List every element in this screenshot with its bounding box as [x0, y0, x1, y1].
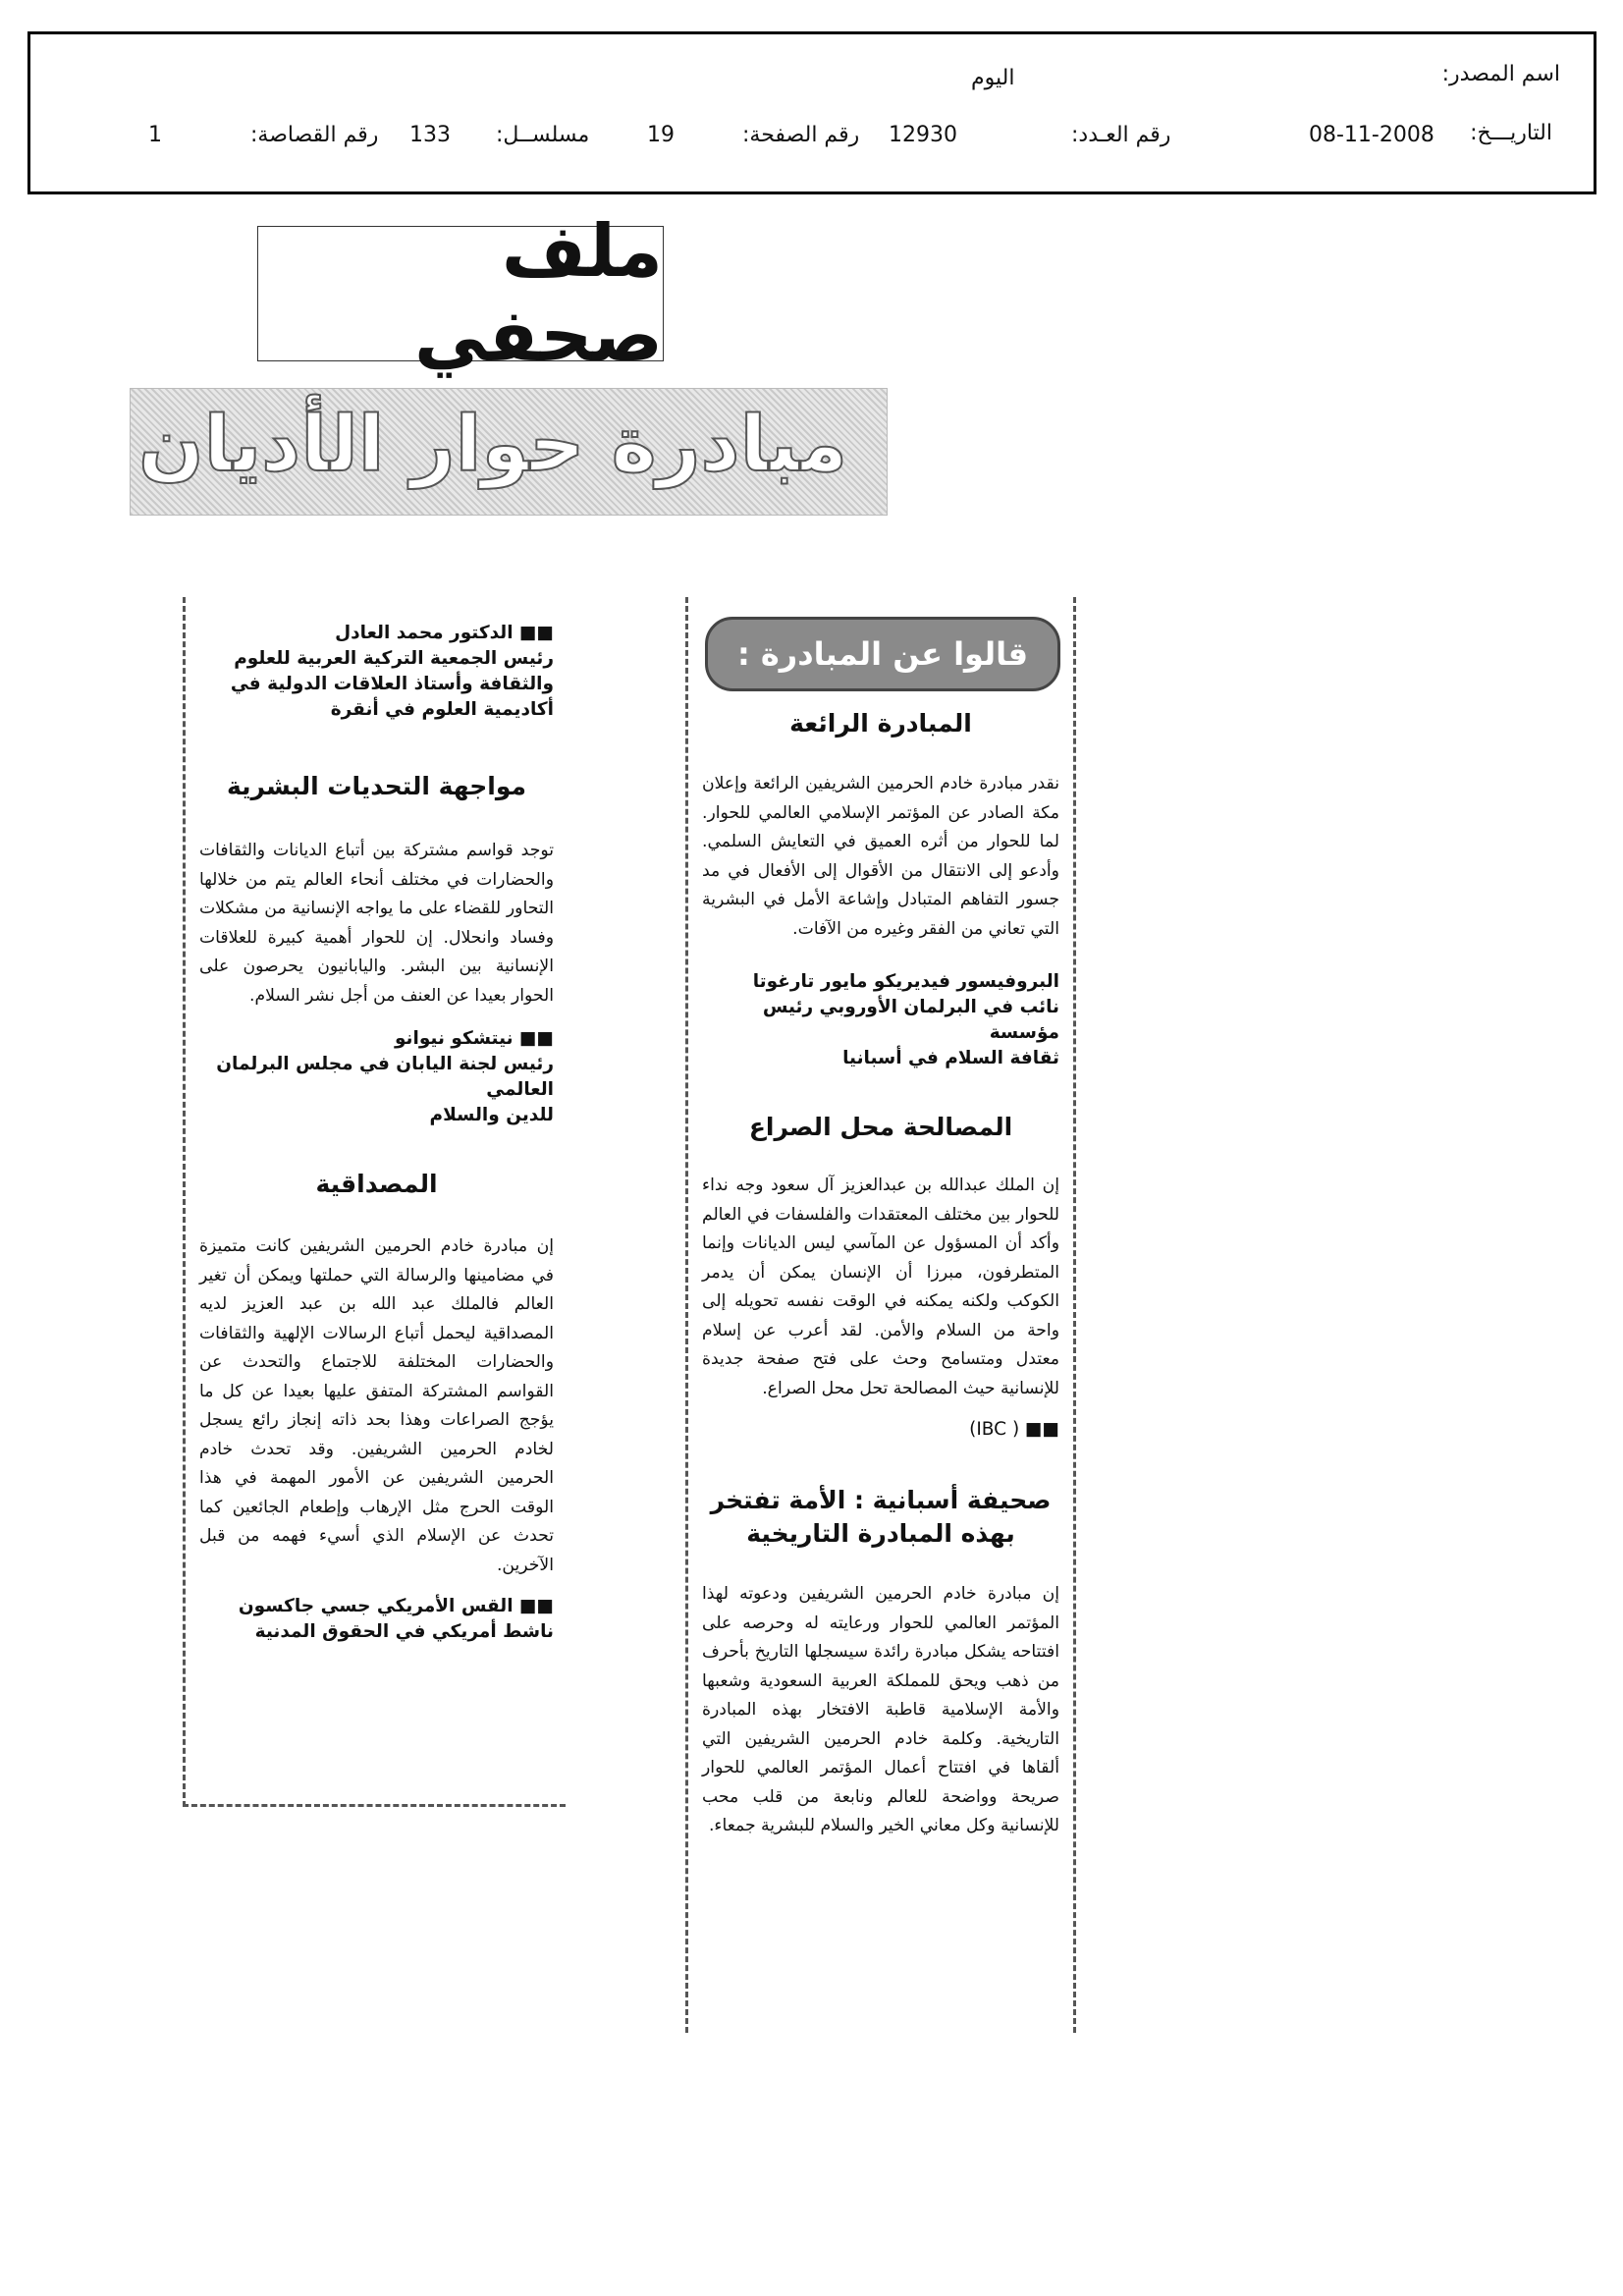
section-heading: مواجهة التحديات البشرية	[226, 772, 527, 800]
section-heading: المصالحة محل الصراع	[748, 1113, 1013, 1141]
heading-line: بهذه المبادرة التاريخية	[746, 1519, 1015, 1548]
author-title-line: للدين والسلام	[429, 1105, 554, 1125]
right-column	[685, 597, 1076, 2033]
date-label: التاريـــخ:	[1470, 121, 1552, 145]
left-column	[183, 597, 566, 1807]
quotes-heading-pill: قالوا عن المبادرة :	[705, 617, 1060, 691]
author-title-line: أكاديمية العلوم في أنقرة	[330, 699, 554, 720]
metadata-box	[27, 31, 1596, 194]
article-paragraph: توجد قواسم مشتركة بين أتباع الديانات والثقافات والحضارات في مختلف أنحاء العالم يتم من خلالها التحاور للقضاء على ما يواجه الإنسانية من مشكلات وفساد وانحلال. إن للحوار أهمية كبيرة للعلاقات الإنسانية بين البشر. واليابانيون يحرصون على الحوار بعيدا عن العنف من أجل نشر السلام.	[199, 841, 554, 1006]
clip-label: رقم القصاصة:	[250, 123, 379, 147]
author-signature-1	[702, 969, 1059, 1071]
section-banner	[130, 388, 888, 516]
author-title-line: رئيس الجمعية التركية العربية للعلوم	[234, 648, 554, 669]
author-name: البروفيسور فيديريكو مايور تارغوتا	[752, 971, 1059, 992]
press-file-stamp: ملف صحفي	[257, 226, 664, 361]
author-title-line: ناشط أمريكي في الحقوق المدنية	[254, 1621, 554, 1642]
banner-title: مبادرة حوار الأديان	[138, 401, 847, 489]
article-paragraph: إن مبادرة خادم الحرمين الشريفين ودعوته لهذا المؤتمر العالمي للحوار ورعايته له وحرصه على افتتاحه يشكل مبادرة رائدة سيسجلها التاريخ بأحرف من ذهب ويحق للمملكة العربية السعودية وشعبها والأمة الإسلامية قاطبة الافتخار بهذه المبادرة التاريخية. وكلمة خادم الحرمين الشريفين التي ألقاها في افتتاح أعمال المؤتمر العالمي للحوار صريحة وواضحة للعالم ونابعة من قلب محب للإنسانية وكل معاني الخير والسلام للبشرية جمعاء.	[702, 1584, 1059, 1835]
clip-value: 1	[148, 123, 162, 147]
issue-label: رقم العـدد:	[1071, 123, 1171, 147]
serial-label: مسلســل:	[496, 123, 590, 147]
section-heading: المصداقية	[315, 1170, 438, 1198]
article-paragraph: إن مبادرة خادم الحرمين الشريفين كانت متميزة في مضامينها والرسالة التي حملتها ويمكن أن تغير العالم فالملك عبد الله بن عبد العزيز لديه المصداقية ليحمل أتباع الرسالات الإلهية والثقافات والحضارات المختلفة للاجتماع والتحدث عن القواسم المشتركة المتفق عليها بعيدا عن كل ما يؤجج الصراعات وهذا بحد ذاته إنجاز رائع يسجل لخادم الحرمين الشريفين. وقد تحدث خادم الحرمين الشريفين عن الأمور المهمة في هذا الوقت الحرج مثل الإرهاب وإطعام الجائعين كما تحدث عن الإسلام الذي أسيء فهمه من قبل الآخرين.	[199, 1236, 554, 1575]
page-label: رقم الصفحة:	[742, 123, 860, 147]
author-name: ■■ الدكتور محمد العادل	[335, 623, 554, 643]
issue-value: 12930	[889, 123, 957, 147]
heading-line: صحيفة أسبانية : الأمة تفتخر	[710, 1486, 1052, 1514]
author-signature-3	[199, 1594, 554, 1645]
serial-value: 133	[409, 123, 451, 147]
section-heading	[702, 1484, 1059, 1551]
author-signature-2	[199, 1026, 554, 1128]
author-name: ■■ القس الأمريكي جسي جاكسون	[238, 1596, 554, 1616]
source-value: اليوم	[971, 66, 1015, 90]
source-label: اسم المصدر:	[1441, 62, 1560, 86]
date-value: 08-11-2008	[1309, 123, 1434, 147]
source-signature: ■■ ( IBC)	[969, 1419, 1059, 1440]
article-paragraph: إن الملك عبدالله بن عبدالعزيز آل سعود وجه نداء للحوار بين مختلف المعتقدات والفلسفات في العالم وأكد أن المسؤول عن المآسي ليس الديانات وإنما المتطرفون، مبرزا أن الإنسان يمكن أن يدمر الكوكب ولكنه يمكنه في الوقت نفسه تحويله إلى واحة من السلام والأمن. لقد أعرب عن إسلام معتدل ومتسامح وحث على فتح صفحة جديدة للإنسانية حيث المصالحة تحل محل الصراع.	[702, 1175, 1059, 1398]
author-title-line: نائب في البرلمان الأوروبي رئيس مؤسسة	[762, 997, 1059, 1043]
author-title-line: رئيس لجنة اليابان في مجلس البرلمان العالمي	[216, 1054, 554, 1100]
author-name: ■■ نيتشكو نيوانو	[394, 1028, 554, 1049]
article-paragraph: نقدر مبادرة خادم الحرمين الشريفين الرائعة وإعلان مكة الصادر عن المؤتمر الإسلامي العالمي للحوار. لما للحوار من أثره العميق في التعايش السلمي. وأدعو إلى الانتقال من الأقوال إلى الأفعال في مد جسور التفاهم المتبادل وإشاعة الأمل في البشرية التي تعاني من الفقر وغيره من الآفات.	[702, 774, 1059, 939]
author-signature-1	[199, 621, 554, 723]
section-heading: المبادرة الرائعة	[789, 709, 972, 738]
page-value: 19	[647, 123, 675, 147]
author-title-line: ثقافة السلام في أسبانيا	[842, 1048, 1059, 1068]
author-title-line: والثقافة وأستاذ العلاقات الدولية في	[230, 674, 554, 694]
